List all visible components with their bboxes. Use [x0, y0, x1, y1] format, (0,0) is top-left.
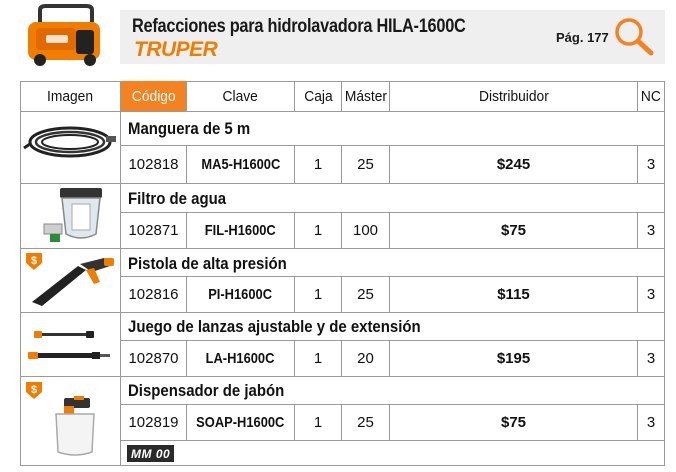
product-clave: MA5-H1600C	[201, 156, 280, 173]
column-header-imagen: Imagen	[47, 87, 94, 105]
product-code: 102816	[128, 286, 179, 303]
product-master: 25	[357, 156, 374, 173]
product-caja: 1	[313, 414, 323, 431]
product-nc: 3	[646, 156, 656, 173]
product-clave: FIL-H1600C	[205, 222, 276, 239]
product-price: $75	[500, 414, 527, 431]
product-title: Filtro de agua	[128, 188, 227, 208]
lance-icon	[20, 328, 120, 364]
product-caja: 1	[313, 156, 323, 173]
product-title: Dispensador de jabón	[128, 380, 285, 400]
product-title: Juego de lanzas ajustable y de extensión	[128, 316, 421, 336]
product-code: 102818	[128, 156, 179, 173]
column-header-nc: NC	[641, 87, 661, 105]
product-master: 25	[357, 414, 374, 431]
product-price: $245	[496, 156, 531, 173]
product-price: $75	[500, 222, 527, 239]
spray-gun-icon	[20, 256, 120, 308]
product-caja: 1	[313, 286, 323, 303]
product-price: $195	[496, 350, 531, 367]
product-master: 20	[357, 350, 374, 367]
document-title: Refacciones para hidrolavadora HILA-1600C	[132, 16, 466, 37]
brand-logo: TRUPER	[134, 38, 218, 61]
product-nc: 3	[646, 414, 656, 431]
product-title: Manguera de 5 m	[128, 118, 251, 138]
hose-icon	[20, 118, 120, 168]
column-header-clave: Clave	[222, 87, 259, 105]
product-master: 25	[357, 286, 374, 303]
product-nc: 3	[646, 286, 656, 303]
soap-dispenser-icon	[20, 396, 120, 458]
product-code: 102871	[128, 222, 179, 239]
product-code: 102870	[128, 350, 179, 367]
product-title: Pistola de alta presión	[128, 253, 287, 273]
product-clave: LA-H1600C	[206, 350, 275, 367]
svg-text:$: $	[30, 384, 38, 396]
product-caja: 1	[313, 350, 323, 367]
product-clave: SOAP-H1600C	[196, 414, 285, 431]
product-nc: 3	[646, 350, 656, 367]
svg-text:$: $	[30, 255, 38, 267]
page-number: Pág. 177	[556, 30, 609, 45]
column-header-master: Máster	[344, 87, 387, 105]
column-header-caja: Caja	[303, 87, 333, 105]
product-master: 100	[352, 222, 379, 239]
column-header-codigo[interactable]: Código	[121, 81, 186, 111]
product-clave: PI-H1600C	[208, 286, 273, 303]
footer-code-badge: MM 00	[127, 445, 174, 462]
product-code: 102819	[128, 414, 179, 431]
column-header-distribuidor: Distribuidor	[478, 87, 549, 105]
water-filter-icon	[20, 186, 120, 246]
product-price: $115	[497, 286, 530, 303]
product-nc: 3	[646, 222, 656, 239]
product-caja: 1	[313, 222, 323, 239]
